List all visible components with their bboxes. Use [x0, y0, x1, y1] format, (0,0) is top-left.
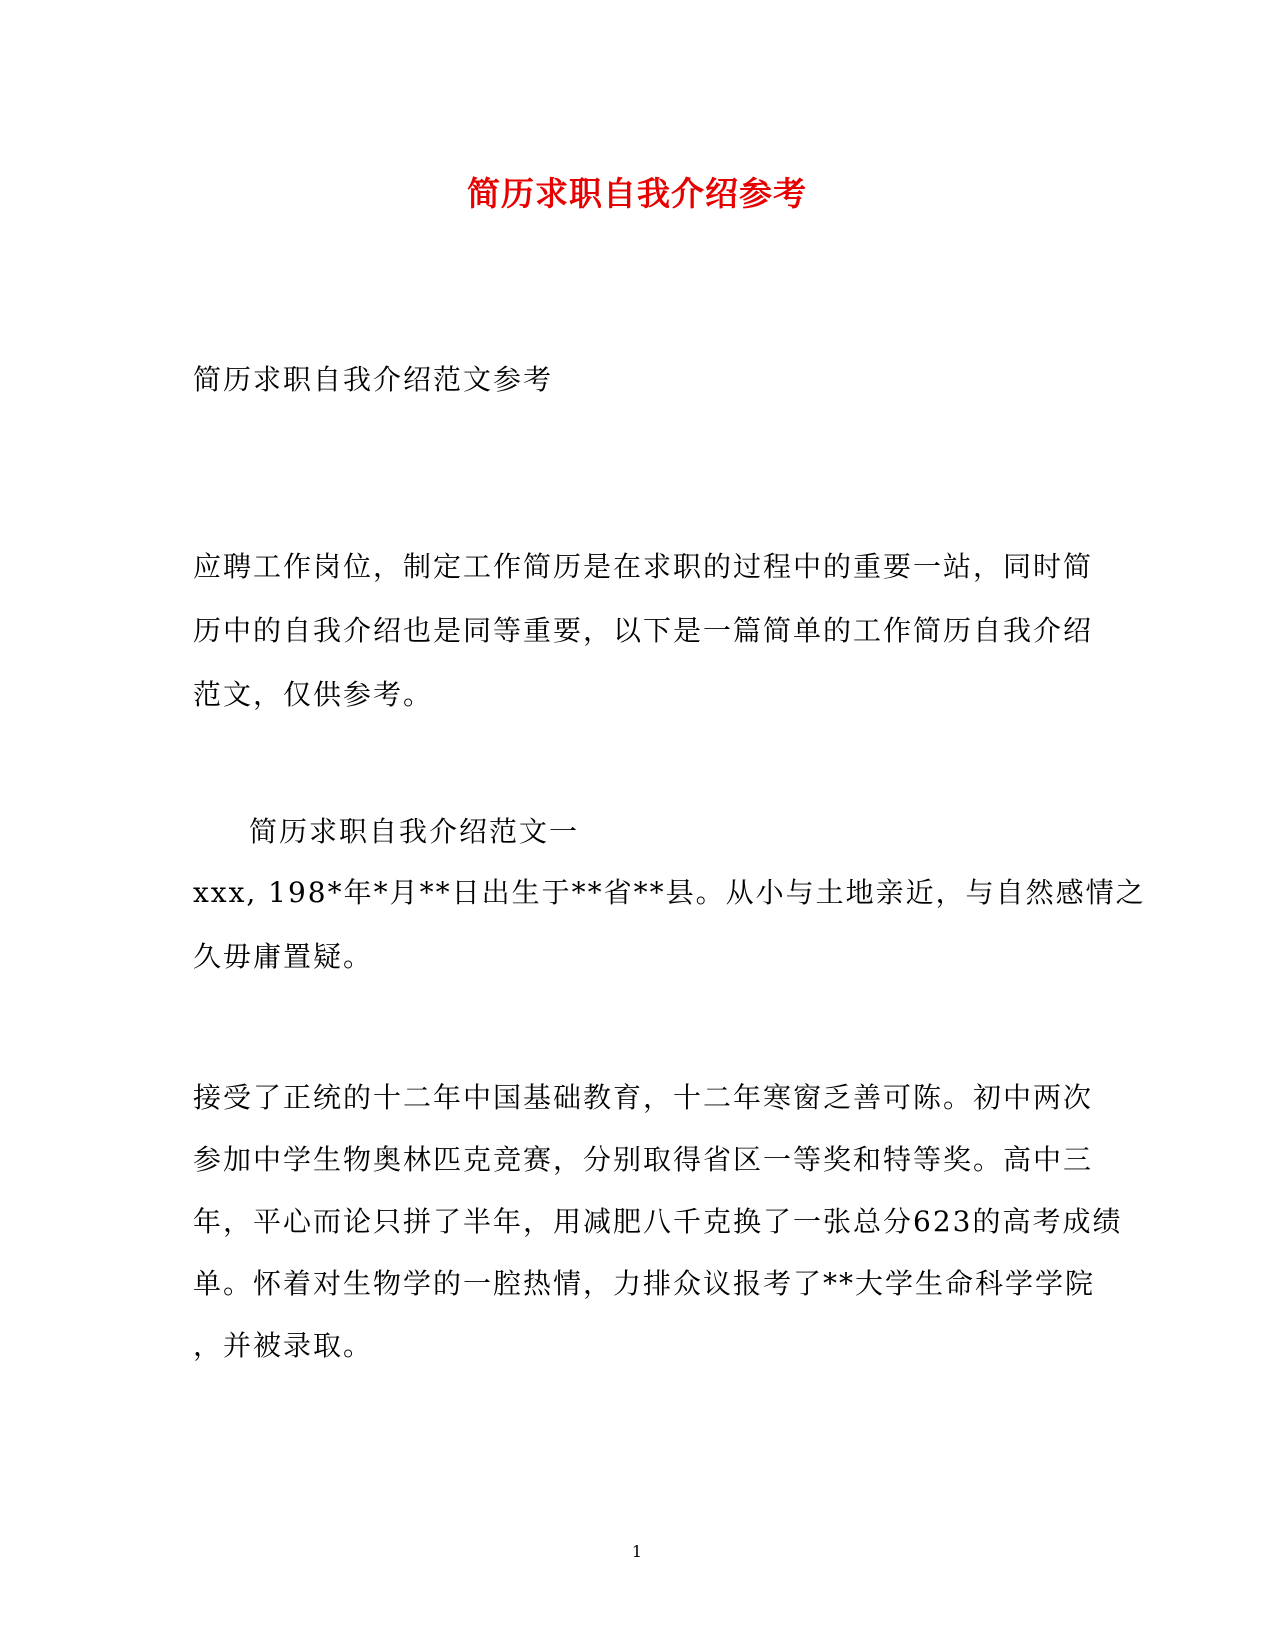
- intro-line: 历中的自我介绍也是同等重要，以下是一篇简单的工作简历自我介绍: [193, 614, 1094, 647]
- birth-paragraph: [193, 861, 1146, 989]
- intro-paragraph: [193, 535, 1094, 727]
- document-title: 简历求职自我介绍参考: [467, 174, 807, 213]
- section-heading: 简历求职自我介绍范文一: [249, 815, 580, 848]
- education-line: 参加中学生物奥林匹克竞赛，分别取得省区一等奖和特等奖。高中三: [193, 1143, 1094, 1176]
- document-subtitle: 简历求职自我介绍范文参考: [193, 363, 554, 396]
- education-line: ，并被录取。: [193, 1329, 374, 1362]
- intro-line: 范文，仅供参考。: [193, 678, 434, 711]
- birth-line: 久毋庸置疑。: [193, 940, 374, 973]
- education-line: 单。怀着对生物学的一腔热情，力排众议报考了**大学生命科学学院: [193, 1267, 1096, 1300]
- intro-line: 应聘工作岗位，制定工作简历是在求职的过程中的重要一站，同时简: [193, 550, 1094, 583]
- page-number: 1: [631, 1542, 643, 1561]
- birth-line: xxx, 198*年*月**日出生于**省**县。从小与土地亲近，与自然感情之: [193, 876, 1146, 909]
- education-paragraph: [193, 1067, 1123, 1377]
- education-line: 年，平心而论只拼了半年，用减肥八千克换了一张总分623的高考成绩: [193, 1205, 1123, 1238]
- education-line: 接受了正统的十二年中国基础教育，十二年寒窗乏善可陈。初中两次: [193, 1081, 1094, 1114]
